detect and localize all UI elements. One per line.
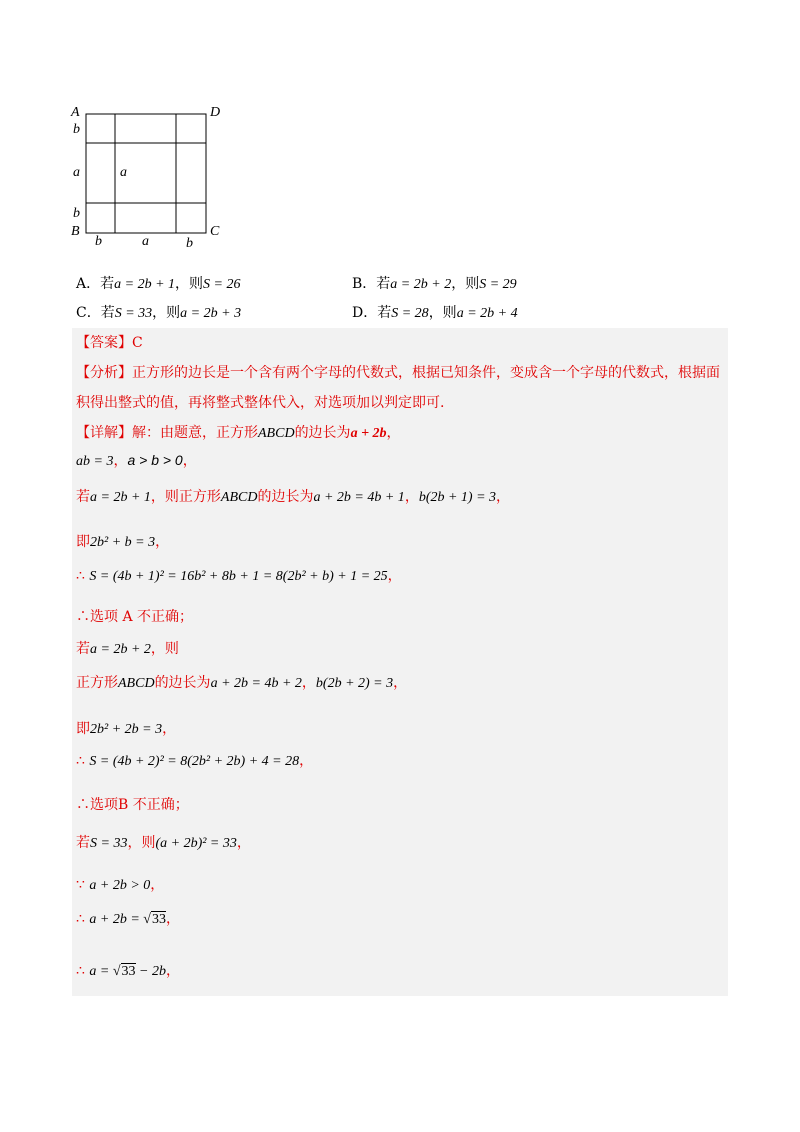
inner-label-a: a — [120, 165, 127, 180]
option-c: C．若S = 33，则a = 2b + 3 — [76, 305, 242, 321]
detail-line-14: ∴ a + 2b = √33， — [76, 911, 180, 927]
bottom-label-b2: b — [186, 236, 193, 251]
detail-line-9: 即2b² + 2b = 3， — [76, 721, 177, 737]
corner-a-label: A — [71, 105, 80, 120]
analysis-line-2: 积得出整式的值，再将整式整体代入，对选项加以判定即可. — [76, 395, 445, 411]
left-label-b2: b — [73, 206, 80, 221]
detail-line-7: 若a = 2b + 2，则 — [76, 641, 179, 657]
detail-line-5: ∴ S = (4b + 1)² = 16b² + 8b + 1 = 8(2b² + b) + 1 = 25， — [76, 568, 402, 584]
detail-line-3: 若a = 2b + 1，则正方形ABCD的边长为a + 2b = 4b + 1，b(2b + 1) = 3， — [76, 489, 511, 505]
detail-line-10: ∴ S = (4b + 2)² = 8(2b² + 2b) + 4 = 28， — [76, 753, 314, 769]
option-b: B．若a = 2b + 2，则S = 29 — [352, 276, 517, 292]
detail-line-1: 【详解】解：由题意，正方形ABCD的边长为a + 2b， — [76, 425, 401, 441]
left-label-b1: b — [73, 122, 80, 137]
corner-c-label: C — [210, 224, 220, 239]
analysis-line-1: 【分析】正方形的边长是一个含有两个字母的代数式，根据已知条件，变成含一个字母的代数式，根据面 — [76, 365, 720, 381]
detail-line-4: 即2b² + b = 3， — [76, 534, 170, 550]
sqrt-sign: √ — [143, 912, 151, 927]
detail-line-11: ∴选项B 不正确； — [76, 797, 189, 813]
option-a: A．若a = 2b + 1，则S = 26 — [76, 276, 241, 292]
detail-line-6: ∴选项 A 不正确； — [76, 609, 194, 625]
bottom-label-a: a — [142, 234, 149, 249]
square-figure — [66, 102, 236, 252]
bottom-label-b1: b — [95, 234, 102, 249]
corner-b-label: B — [71, 224, 80, 239]
detail-line-8: 正方形ABCD的边长为a + 2b = 4b + 2，b(2b + 2) = 3， — [76, 675, 408, 691]
detail-line-13: ∵ a + 2b > 0， — [76, 877, 165, 893]
corner-d-label: D — [210, 105, 221, 120]
detail-line-2: ab = 3，a > b > 0， — [76, 452, 197, 469]
option-d: D．若S = 28，则a = 2b + 4 — [352, 305, 518, 321]
detail-line-12: 若S = 33，则(a + 2b)² = 33， — [76, 835, 251, 851]
detail-line-15: ∴ a = √33 − 2b， — [76, 963, 180, 979]
left-label-a: a — [73, 165, 80, 180]
outer-square — [86, 114, 206, 233]
solution-panel — [72, 328, 728, 996]
sqrt-sign-2: √ — [112, 964, 121, 979]
answer-line: 【答案】C — [76, 335, 143, 351]
